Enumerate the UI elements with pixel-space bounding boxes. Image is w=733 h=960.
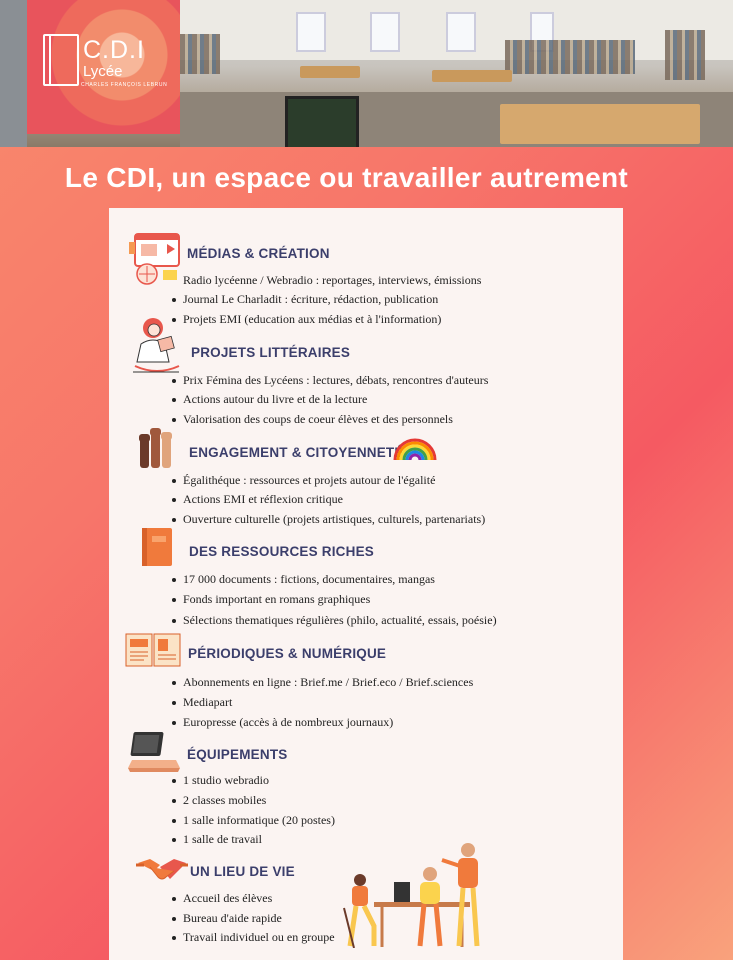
section-title-medias: MÉDIAS & CRÉATION [187,246,330,261]
list-item: Projets EMI (education aux médias et à l'information) [183,312,442,326]
list-item: Valorisation des coups de coeur élèves et des personnels [183,412,453,426]
page-title: Le CDI, un espace ou travailler autrement [64,162,629,193]
book-icon [43,34,79,86]
reading-woman-icon [129,314,184,378]
list-item: Fonds important en romans graphiques [183,592,371,606]
list-item: Radio lycéenne / Webradio : reportages, interviews, émissions [183,273,482,287]
section-title-periodiques: PÉRIODIQUES & NUMÉRIQUE [188,646,387,661]
section-title-ressources: DES RESSOURCES RICHES [189,544,374,559]
section-title-lieu: UN LIEU DE VIE [190,864,295,879]
list-item: 2 classes mobiles [183,793,267,807]
list-item: Ouverture culturelle (projets artistiques, culturels, partenariats) [183,512,486,526]
list-item: Actions EMI et réflexion critique [183,492,343,506]
section-title-litteraires: PROJETS LITTÉRAIRES [191,345,351,360]
list-item: 17 000 documents : fictions, documentaires, mangas [183,572,435,586]
media-creation-icon [127,230,187,288]
list-item: Sélections thematiques régulières (philo, actualité, essais, poésie) [183,613,497,627]
list-item: Europresse (accès à de nombreux journaux) [183,715,394,729]
laptop-icon [126,730,180,774]
list-item: Journal Le Charladit : écriture, rédaction, publication [183,292,439,306]
group-working-icon [338,842,488,948]
logo-subtitle: Lycée [83,63,123,80]
list-item: Mediapart [183,695,233,709]
list-item: Bureau d'aide rapide [183,911,282,925]
list-item: 1 studio webradio [183,773,269,787]
logo-school-name: CHARLES FRANÇOIS LEBRUN [81,82,168,88]
list-item: Égalithéque : ressources et projets autour de l'égalité [183,473,436,487]
orange-book-icon [138,526,176,568]
list-item: 1 salle informatique (20 postes) [183,813,335,827]
section-title-engagement: ENGAGEMENT & CITOYENNETÉ [189,445,404,460]
list-item: Accueil des élèves [183,891,273,905]
magazines-icon [124,630,182,668]
rainbow-icon [392,437,438,461]
list-item: Travail individuel ou en groupe [183,930,335,944]
raised-fists-icon [138,428,174,470]
list-item: Abonnements en ligne : Brief.me / Brief.eco / Brief.sciences [183,675,474,689]
handshake-icon [136,855,188,887]
section-title-equipements: ÉQUIPEMENTS [187,747,288,762]
logo-title: C.D.I [83,36,145,64]
cdi-logo [27,0,180,134]
list-item: Prix Fémina des Lycéens : lectures, débats, rencontres d'auteurs [183,373,489,387]
list-item: 1 salle de travail [183,832,262,846]
list-item: Actions autour du livre et de la lecture [183,392,368,406]
